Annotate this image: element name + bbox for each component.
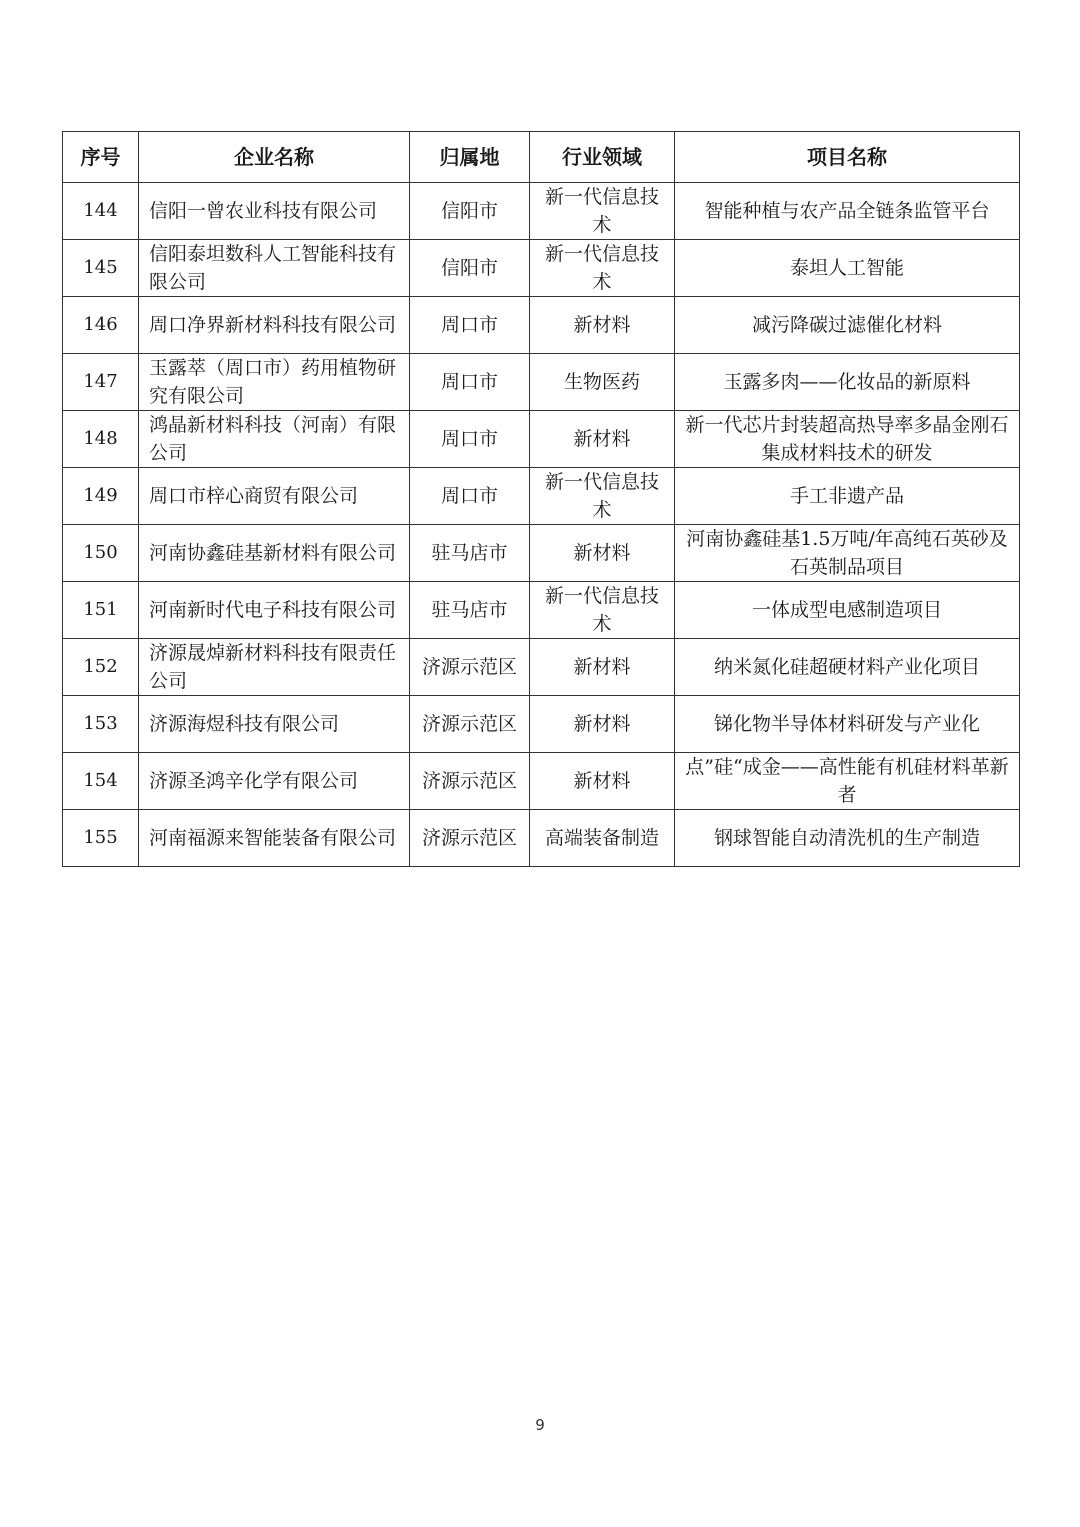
cell-project: 泰坦人工智能 — [675, 240, 1020, 297]
cell-region: 济源示范区 — [410, 810, 530, 867]
cell-region: 信阳市 — [410, 183, 530, 240]
cell-company: 信阳一曾农业科技有限公司 — [139, 183, 410, 240]
cell-field: 新材料 — [530, 639, 675, 696]
cell-field: 新材料 — [530, 696, 675, 753]
cell-field: 新材料 — [530, 297, 675, 354]
table-row — [63, 810, 1020, 867]
cell-field: 新一代信息技术 — [530, 183, 675, 240]
cell-company: 信阳泰坦数科人工智能科技有限公司 — [139, 240, 410, 297]
cell-field: 新一代信息技术 — [530, 582, 675, 639]
page-number: 9 — [535, 1416, 545, 1434]
table-row — [63, 696, 1020, 753]
cell-field: 新材料 — [530, 753, 675, 810]
table-row — [63, 639, 1020, 696]
table-row — [63, 753, 1020, 810]
cell-company: 周口净界新材料科技有限公司 — [139, 297, 410, 354]
cell-project: 钢球智能自动清洗机的生产制造 — [675, 810, 1020, 867]
cell-project: 减污降碳过滤催化材料 — [675, 297, 1020, 354]
cell-company: 济源圣鸿辛化学有限公司 — [139, 753, 410, 810]
cell-project: 一体成型电感制造项目 — [675, 582, 1020, 639]
cell-num: 149 — [63, 468, 139, 525]
cell-region: 济源示范区 — [410, 639, 530, 696]
cell-field: 新一代信息技术 — [530, 468, 675, 525]
cell-region: 驻马店市 — [410, 525, 530, 582]
cell-company: 河南福源来智能装备有限公司 — [139, 810, 410, 867]
cell-region: 济源示范区 — [410, 696, 530, 753]
cell-field: 高端装备制造 — [530, 810, 675, 867]
cell-company: 周口市梓心商贸有限公司 — [139, 468, 410, 525]
table-row — [63, 240, 1020, 297]
cell-project: 玉露多肉——化妆品的新原料 — [675, 354, 1020, 411]
table-row — [63, 354, 1020, 411]
cell-num: 145 — [63, 240, 139, 297]
table-row — [63, 582, 1020, 639]
cell-company: 鸿晶新材料科技（河南）有限公司 — [139, 411, 410, 468]
cell-region: 周口市 — [410, 354, 530, 411]
table-header-row — [63, 132, 1020, 183]
cell-region: 信阳市 — [410, 240, 530, 297]
cell-company: 河南协鑫硅基新材料有限公司 — [139, 525, 410, 582]
cell-region: 周口市 — [410, 297, 530, 354]
cell-num: 155 — [63, 810, 139, 867]
cell-num: 144 — [63, 183, 139, 240]
cell-num: 153 — [63, 696, 139, 753]
cell-field: 新材料 — [530, 411, 675, 468]
cell-company: 济源晟焯新材料科技有限责任公司 — [139, 639, 410, 696]
header-project: 项目名称 — [675, 132, 1020, 183]
cell-region: 周口市 — [410, 468, 530, 525]
header-field: 行业领域 — [530, 132, 675, 183]
header-region: 归属地 — [410, 132, 530, 183]
cell-field: 新一代信息技术 — [530, 240, 675, 297]
cell-company: 河南新时代电子科技有限公司 — [139, 582, 410, 639]
cell-project: 智能种植与农产品全链条监管平台 — [675, 183, 1020, 240]
table-row — [63, 525, 1020, 582]
table-row — [63, 183, 1020, 240]
cell-project: 纳米氮化硅超硬材料产业化项目 — [675, 639, 1020, 696]
cell-region: 济源示范区 — [410, 753, 530, 810]
cell-project: 锑化物半导体材料研发与产业化 — [675, 696, 1020, 753]
cell-region: 周口市 — [410, 411, 530, 468]
cell-region: 驻马店市 — [410, 582, 530, 639]
cell-company: 济源海煜科技有限公司 — [139, 696, 410, 753]
cell-company: 玉露萃（周口市）药用植物研究有限公司 — [139, 354, 410, 411]
cell-field: 生物医药 — [530, 354, 675, 411]
header-num: 序号 — [63, 132, 139, 183]
cell-num: 150 — [63, 525, 139, 582]
cell-field: 新材料 — [530, 525, 675, 582]
cell-num: 151 — [63, 582, 139, 639]
table-row — [63, 468, 1020, 525]
header-company: 企业名称 — [139, 132, 410, 183]
table-row — [63, 297, 1020, 354]
cell-project: 点”硅“成金——高性能有机硅材料革新者 — [675, 753, 1020, 810]
cell-num: 154 — [63, 753, 139, 810]
cell-num: 148 — [63, 411, 139, 468]
cell-project: 新一代芯片封装超高热导率多晶金刚石集成材料技术的研发 — [675, 411, 1020, 468]
table-row — [63, 411, 1020, 468]
cell-num: 152 — [63, 639, 139, 696]
cell-project: 手工非遗产品 — [675, 468, 1020, 525]
project-table — [62, 131, 1020, 867]
cell-project: 河南协鑫硅基1.5万吨/年高纯石英砂及石英制品项目 — [675, 525, 1020, 582]
cell-num: 146 — [63, 297, 139, 354]
cell-num: 147 — [63, 354, 139, 411]
